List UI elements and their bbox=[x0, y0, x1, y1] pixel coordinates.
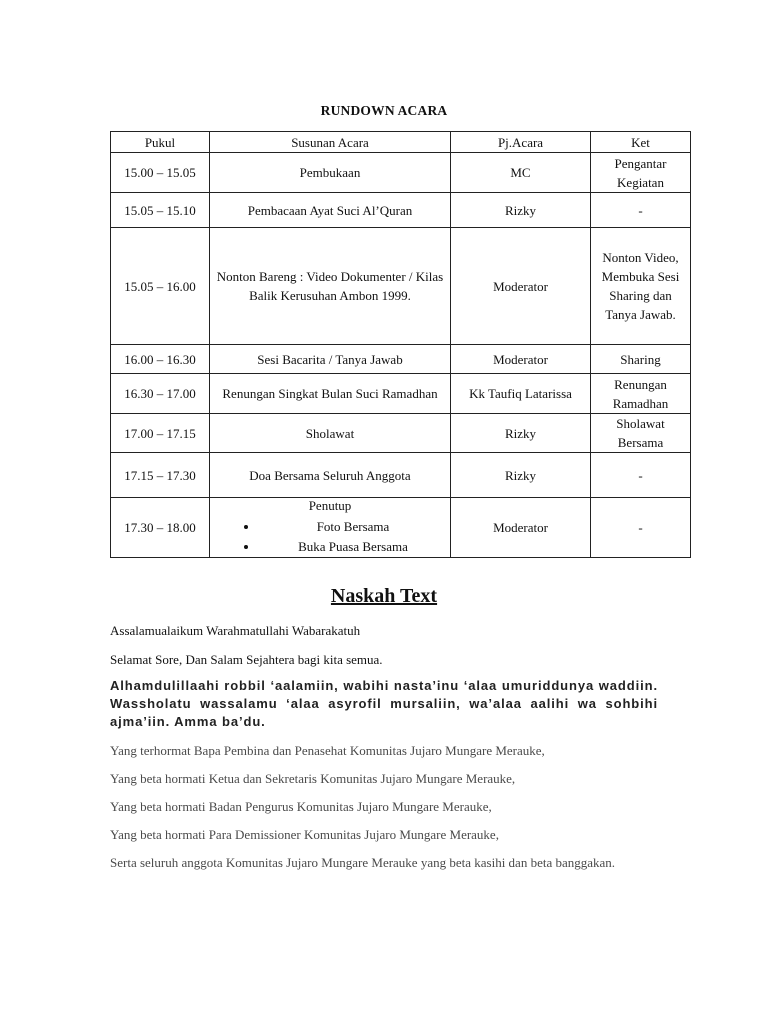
cell-event: Pembukaan bbox=[210, 153, 451, 193]
salutation-line: Yang terhormat Bapa Pembina dan Penasehat Komunitas Jujaro Mungare Merauke, bbox=[110, 743, 545, 758]
salutation-line: Yang beta hormati Badan Pengurus Komunitas Jujaro Mungare Merauke, bbox=[110, 799, 492, 814]
rundown-title: RUNDOWN ACARA bbox=[320, 103, 448, 118]
salutation-line: Yang beta hormati Ketua dan Sekretaris Komunitas Jujaro Mungare Merauke, bbox=[110, 771, 516, 786]
cell-time: 17.00 – 17.15 bbox=[111, 414, 210, 453]
cell-note: Sharing bbox=[591, 345, 691, 374]
header-ket: Ket bbox=[591, 132, 691, 153]
salutation-line: Yang beta hormati Para Demissioner Komunitas Jujaro Mungare Merauke, bbox=[110, 827, 499, 842]
naskah-title: Naskah Text bbox=[330, 585, 438, 607]
salam-text: Selamat Sore, Dan Salam Sejahtera bagi kita semua. bbox=[110, 652, 383, 667]
cell-pic: Rizky bbox=[451, 193, 591, 228]
cell-pic: Moderator bbox=[451, 498, 591, 558]
list-item: • Foto Bersama bbox=[259, 517, 447, 537]
cell-event: Pembacaan Ayat Suci Al’Quran bbox=[210, 193, 451, 228]
cell-note: Renungan Ramadhan bbox=[591, 374, 691, 414]
greeting-text: Assalamualaikum Warahmatullahi Wabarakatuh bbox=[110, 623, 361, 638]
cell-note: Pengantar Kegiatan bbox=[591, 153, 691, 193]
table-header-row bbox=[111, 132, 691, 153]
table-row bbox=[111, 193, 691, 228]
penutup-list bbox=[213, 517, 447, 557]
cell-event-penutup bbox=[210, 498, 451, 558]
cell-event: Sholawat bbox=[210, 414, 451, 453]
table-row bbox=[111, 228, 691, 345]
cell-event: Doa Bersama Seluruh Anggota bbox=[210, 453, 451, 498]
cell-event: Renungan Singkat Bulan Suci Ramadhan bbox=[210, 374, 451, 414]
penutup-label: Penutup bbox=[308, 498, 352, 513]
table-row bbox=[111, 453, 691, 498]
cell-note: - bbox=[591, 498, 691, 558]
cell-event: Nonton Bareng : Video Dokumenter / Kilas Balik Kerusuhan Ambon 1999. bbox=[210, 228, 451, 345]
cell-pic: Rizky bbox=[451, 453, 591, 498]
cell-time: 15.05 – 16.00 bbox=[111, 228, 210, 345]
cell-note: - bbox=[591, 453, 691, 498]
header-pukul: Pukul bbox=[111, 132, 210, 153]
salutation-line: Serta seluruh anggota Komunitas Jujaro Mungare Merauke yang beta kasihi dan beta banggakan. bbox=[110, 855, 616, 870]
cell-note: - bbox=[591, 193, 691, 228]
table-row bbox=[111, 498, 691, 558]
table-row bbox=[111, 374, 691, 414]
list-item: • Buka Puasa Bersama bbox=[259, 537, 447, 557]
cell-event: Sesi Bacarita / Tanya Jawab bbox=[210, 345, 451, 374]
cell-time: 16.00 – 16.30 bbox=[111, 345, 210, 374]
cell-pic: Rizky bbox=[451, 414, 591, 453]
header-susunan-acara: Susunan Acara bbox=[210, 132, 451, 153]
cell-time: 16.30 – 17.00 bbox=[111, 374, 210, 414]
cell-note: Sholawat Bersama bbox=[591, 414, 691, 453]
cell-time: 17.30 – 18.00 bbox=[111, 498, 210, 558]
cell-pic: Moderator bbox=[451, 345, 591, 374]
cell-pic: Kk Taufiq Latarissa bbox=[451, 374, 591, 414]
cell-time: 17.15 – 17.30 bbox=[111, 453, 210, 498]
cell-pic: Moderator bbox=[451, 228, 591, 345]
table-row bbox=[111, 414, 691, 453]
cell-pic: MC bbox=[451, 153, 591, 193]
cell-time: 15.00 – 15.05 bbox=[111, 153, 210, 193]
cell-time: 15.05 – 15.10 bbox=[111, 193, 210, 228]
table-row bbox=[111, 153, 691, 193]
header-pj-acara: Pj.Acara bbox=[451, 132, 591, 153]
hamdalah-paragraph: Alhamdulillaahi robbil ‘aalamiin, wabihi nasta’inu ‘alaa umuriddunya waddiin. Wassholatu wassalamu ‘alaa asyrofil mursaliin, wa’alaa aalihi wa sohbihi ajma’iin. Amma ba’du. bbox=[110, 678, 658, 729]
rundown-table bbox=[110, 131, 691, 558]
cell-note: Nonton Video, Membuka Sesi Sharing dan Tanya Jawab. bbox=[591, 228, 691, 345]
table-row bbox=[111, 345, 691, 374]
